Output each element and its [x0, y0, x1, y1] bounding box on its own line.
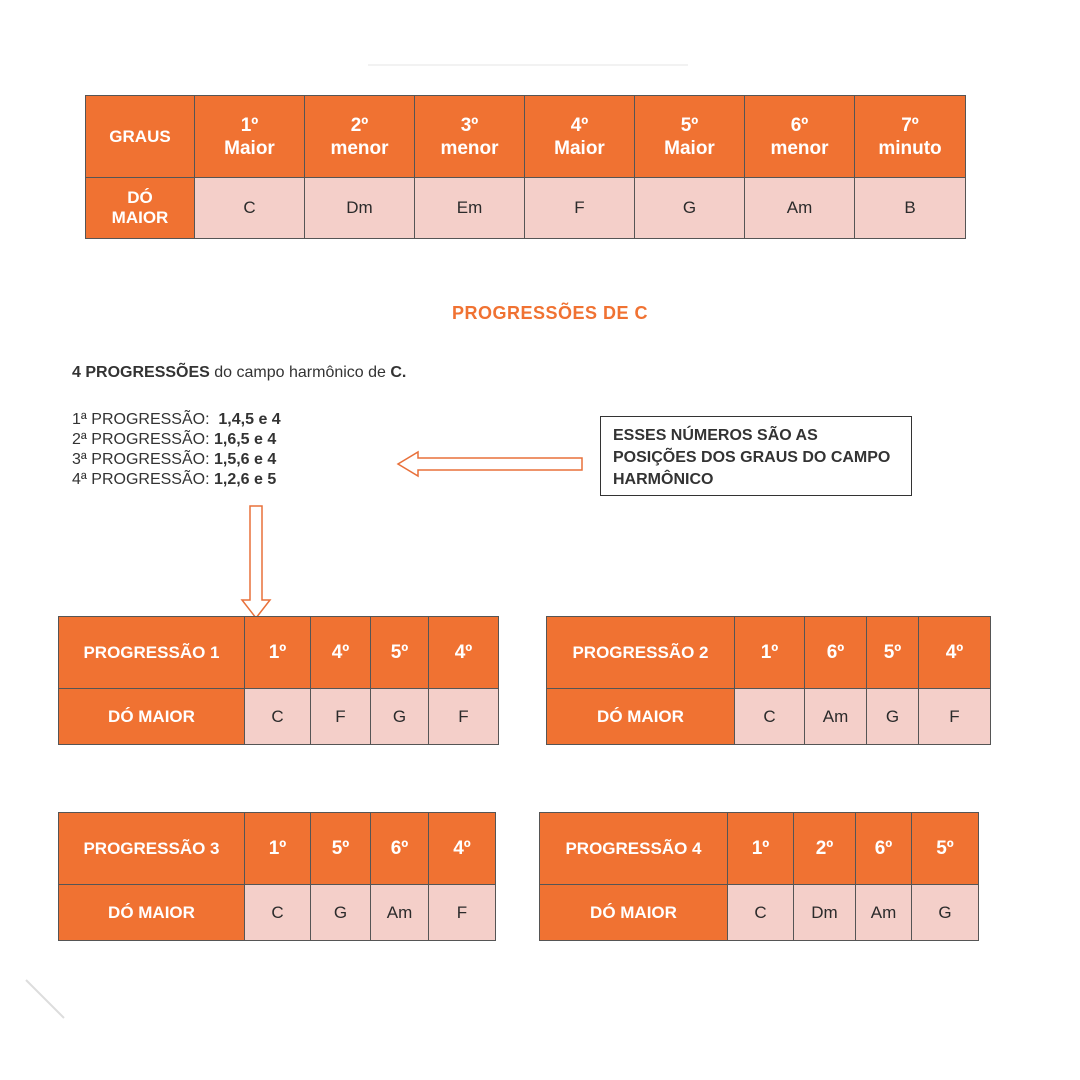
do-maior-label-line2: MAIOR [111, 208, 169, 227]
progression-line-label: 3ª PROGRESSÃO: [72, 451, 214, 468]
progression-chord: F [429, 689, 499, 745]
degree-quality: Maior [224, 137, 275, 159]
progression-degree: 1º [728, 813, 794, 885]
degree-number: 6º [790, 114, 809, 136]
progression-row-label: DÓ MAIOR [59, 885, 245, 941]
progression-row-label: DÓ MAIOR [59, 689, 245, 745]
progression-chord: Am [856, 885, 912, 941]
degree-number: 4º [570, 114, 589, 136]
progression-chord: Dm [794, 885, 856, 941]
progression-degree: 6º [371, 813, 429, 885]
progression-row-label: DÓ MAIOR [547, 689, 735, 745]
progression-table-4 [539, 812, 979, 941]
progression-degree: 1º [245, 813, 311, 885]
progression-chord: Am [371, 885, 429, 941]
progression-table-1 [58, 616, 499, 745]
intro-bold: 4 PROGRESSÕES [72, 364, 210, 381]
section-title: PROGRESSÕES DE C [451, 303, 649, 323]
graus-header: GRAUS [86, 96, 195, 178]
degree-number: 3º [460, 114, 479, 136]
progression-degree: 5º [912, 813, 979, 885]
progression-title: PROGRESSÃO 4 [540, 813, 728, 885]
progression-line-label: 1ª PROGRESSÃO: [72, 411, 219, 428]
progression-chord: F [429, 885, 496, 941]
progression-degree: 4º [429, 813, 496, 885]
progression-chord: C [735, 689, 805, 745]
degree-number: 1º [240, 114, 259, 136]
progression-chord: F [311, 689, 371, 745]
progression-degree: 5º [311, 813, 371, 885]
progression-line-numbers: 1,2,6 e 5 [213, 471, 277, 488]
progression-row-label: DÓ MAIOR [540, 885, 728, 941]
degree-quality: Maior [554, 137, 605, 159]
progression-title: PROGRESSÃO 1 [59, 617, 245, 689]
progression-line-numbers: 1,4,5 e 4 [218, 411, 281, 428]
note-box: ESSES NÚMEROS SÃO AS POSIÇÕES DOS GRAUS DO CAMPO HARMÔNICO [600, 416, 912, 496]
chord-cell: B [855, 178, 966, 239]
chord-cell: C [195, 178, 305, 239]
chord-cell: G [635, 178, 745, 239]
chord-cell: Am [745, 178, 855, 239]
degree-quality: minuto [878, 137, 942, 159]
progression-chord: G [311, 885, 371, 941]
progression-degree: 4º [919, 617, 991, 689]
progression-chord: F [919, 689, 991, 745]
do-maior-label-line1: DÓ [127, 188, 153, 207]
chord-cell: Dm [305, 178, 415, 239]
progression-chord: G [912, 885, 979, 941]
progression-chord: Am [805, 689, 867, 745]
progression-line-label: 2ª PROGRESSÃO: [72, 431, 214, 448]
progression-line-numbers: 1,6,5 e 4 [213, 431, 277, 448]
progression-chord: C [728, 885, 794, 941]
progression-title: PROGRESSÃO 2 [547, 617, 735, 689]
progression-table-2 [546, 616, 991, 745]
degree-quality: Maior [664, 137, 715, 159]
progression-chord: G [371, 689, 429, 745]
progression-chord: C [245, 689, 311, 745]
degree-quality: menor [440, 137, 499, 159]
down-arrow-icon [242, 506, 270, 618]
degree-number: 7º [901, 114, 919, 136]
progression-degree: 2º [794, 813, 856, 885]
progression-degree: 4º [311, 617, 371, 689]
progression-degree: 5º [371, 617, 429, 689]
degree-number: 5º [680, 114, 699, 136]
progression-chord: C [245, 885, 311, 941]
progression-title: PROGRESSÃO 3 [59, 813, 245, 885]
progression-table-3 [58, 812, 496, 941]
progression-line-numbers: 1,5,6 e 4 [213, 451, 277, 468]
intro-normal: do campo harmônico de [209, 364, 391, 381]
progression-degree: 5º [867, 617, 919, 689]
chord-cell: F [525, 178, 635, 239]
progression-degree: 6º [805, 617, 867, 689]
progression-degree: 1º [245, 617, 311, 689]
page-curl-mark [24, 978, 74, 1028]
chord-cell: Em [415, 178, 525, 239]
progression-degree: 6º [856, 813, 912, 885]
degree-quality: menor [770, 137, 829, 159]
left-arrow-icon [398, 452, 582, 476]
intro-key: C. [390, 364, 407, 381]
degree-quality: menor [330, 137, 389, 159]
progression-line-label: 4ª PROGRESSÃO: [72, 471, 214, 488]
progression-chord: G [867, 689, 919, 745]
progression-degree: 4º [429, 617, 499, 689]
progression-degree: 1º [735, 617, 805, 689]
degree-number: 2º [350, 114, 369, 136]
